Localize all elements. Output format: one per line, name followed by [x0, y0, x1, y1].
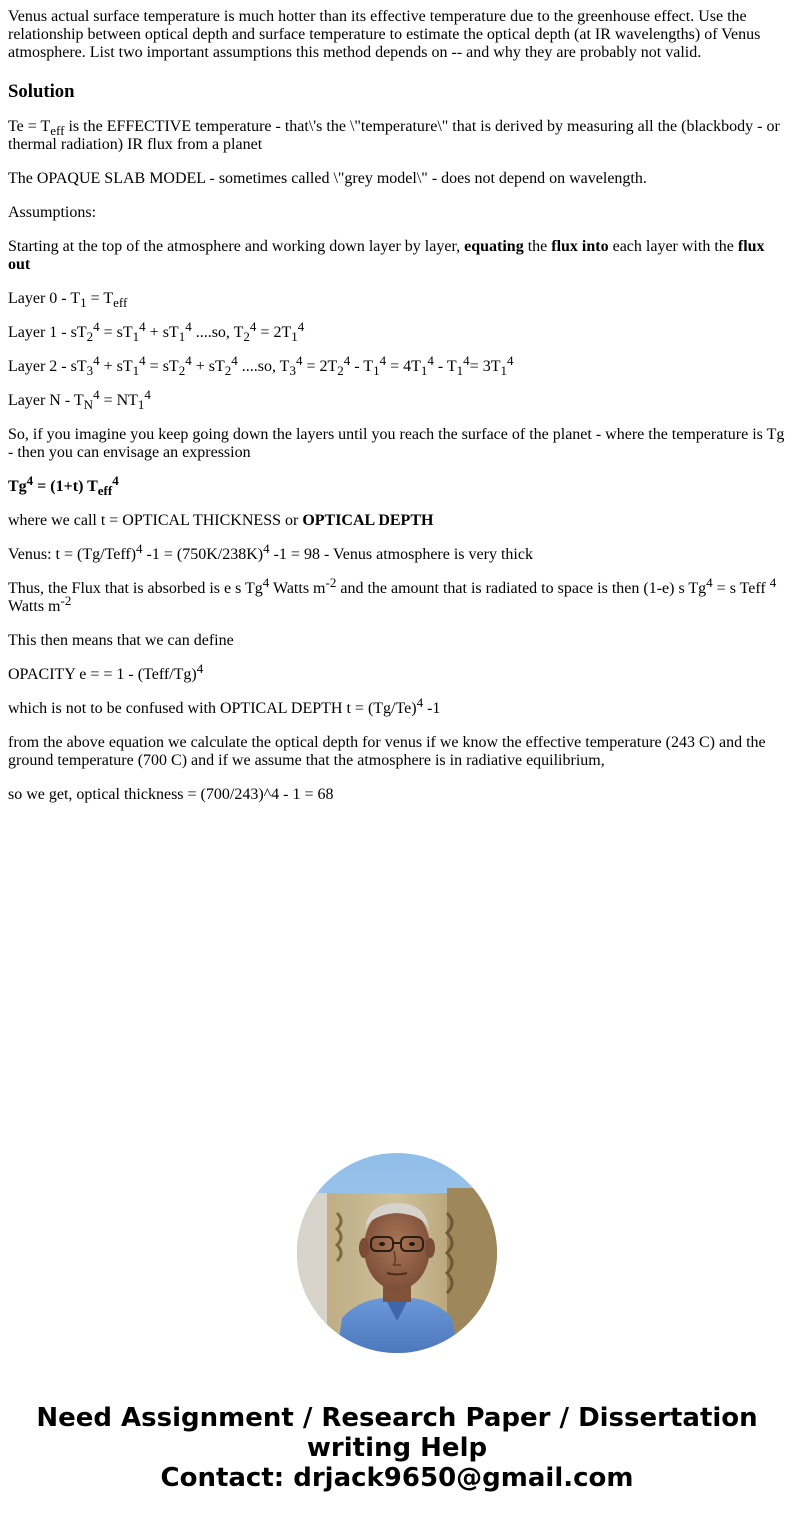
banner-line-1: Need Assignment / Research Paper / Dissertation: [36, 1403, 758, 1433]
layer-method-paragraph: Starting at the top of the atmosphere and working down layer by layer, equating the flux into each layer with the flux out: [8, 238, 765, 273]
optical-depth-note: which is not to be confused with OPTICAL DEPTH $t = (Tg/Te)^4$ -1: [8, 695, 441, 717]
venus-calculation: Venus: t = (Tg/Teff)$^4$ $-1 = (750K/238K)^4$ -1 = 98 - Venus atmosphere is very thick: [8, 541, 533, 563]
layer-n-equation: Layer $N - T_N^4 = NT_1^4$: [8, 387, 151, 412]
result-paragraph: so we get, optical thickness = (700/243)^4 - 1 = 68: [8, 786, 334, 803]
opacity-equation: OPACITY e = = 1 - (Teff/Tg)$^4$: [8, 661, 204, 683]
optical-depth-definition: where we call t = OPTICAL THICKNESS or OPTICAL DEPTH: [8, 512, 434, 529]
main-equation: $Tg^4 = (1+t)$ $T_{eff}^4$: [8, 473, 119, 498]
document-body: [8, 8, 786, 820]
solution-heading: Solution: [8, 81, 75, 102]
define-paragraph: This then means that we can define: [8, 632, 234, 649]
question-text: Venus actual surface temperature is much hotter than its effective temperature due to the greenhouse effect. Use the relationship between optical depth and surface temperature to estimate the optical depth (at IR wavelengths) of Venus atmosphere. List two important assumptions this method depends on -- and why they are probably not valid.: [8, 8, 761, 61]
layer-0-equation: Layer $0 - T_1 = T_{eff}$: [8, 290, 128, 310]
flux-paragraph: Thus, the Flux that is absorbed is e s Tg$^4$ Watts $m^{-2}$ and the amount that is radiated to space is then (1-e) s $Tg^4 = s$ Teff $^4$ Watts $m^{-2}$: [8, 575, 777, 615]
author-photo: [297, 1153, 497, 1353]
calculation-paragraph: from the above equation we calculate the optical depth for venus if we know the effective temperature (243 C) and the ground temperature (700 C) and if we assume that the atmosphere is in radiative equilibrium,: [8, 734, 766, 769]
banner-contact-email: Contact: drjack9650@gmail.com: [160, 1463, 634, 1493]
assumptions-label: Assumptions:: [8, 204, 97, 221]
contact-banner: [0, 1403, 794, 1493]
layer-2-equation: Layer $2 - sT_3^4 + sT_1^4 = sT_2^4 + sT_2^4$ ....so, $T_3^4 = 2T_2^4 - T_1^4 = 4T_1^4 - T_1^4= 3T_1^4$: [8, 353, 514, 378]
surface-paragraph: So, if you imagine you keep going down the layers until you reach the surface of the planet - where the temperature is Tg - then you can envisage an expression: [8, 426, 785, 461]
banner-line-2: writing Help: [306, 1433, 488, 1463]
effective-temperature-paragraph: $Te = T_{eff}$ is the EFFECTIVE temperature - that\'s the \"temperature\" that is derived by measuring all the (blackbody - or thermal radiation) IR flux from a planet: [8, 118, 780, 153]
slab-model-paragraph: The OPAQUE SLAB MODEL - sometimes called \"grey model\" - does not depend on wavelength.: [8, 170, 647, 187]
layer-1-equation: Layer $1 - sT_2^4 = sT_1^4 + sT_1^4$ ....so, $T_2^4 = 2T_1^4$: [8, 319, 305, 344]
